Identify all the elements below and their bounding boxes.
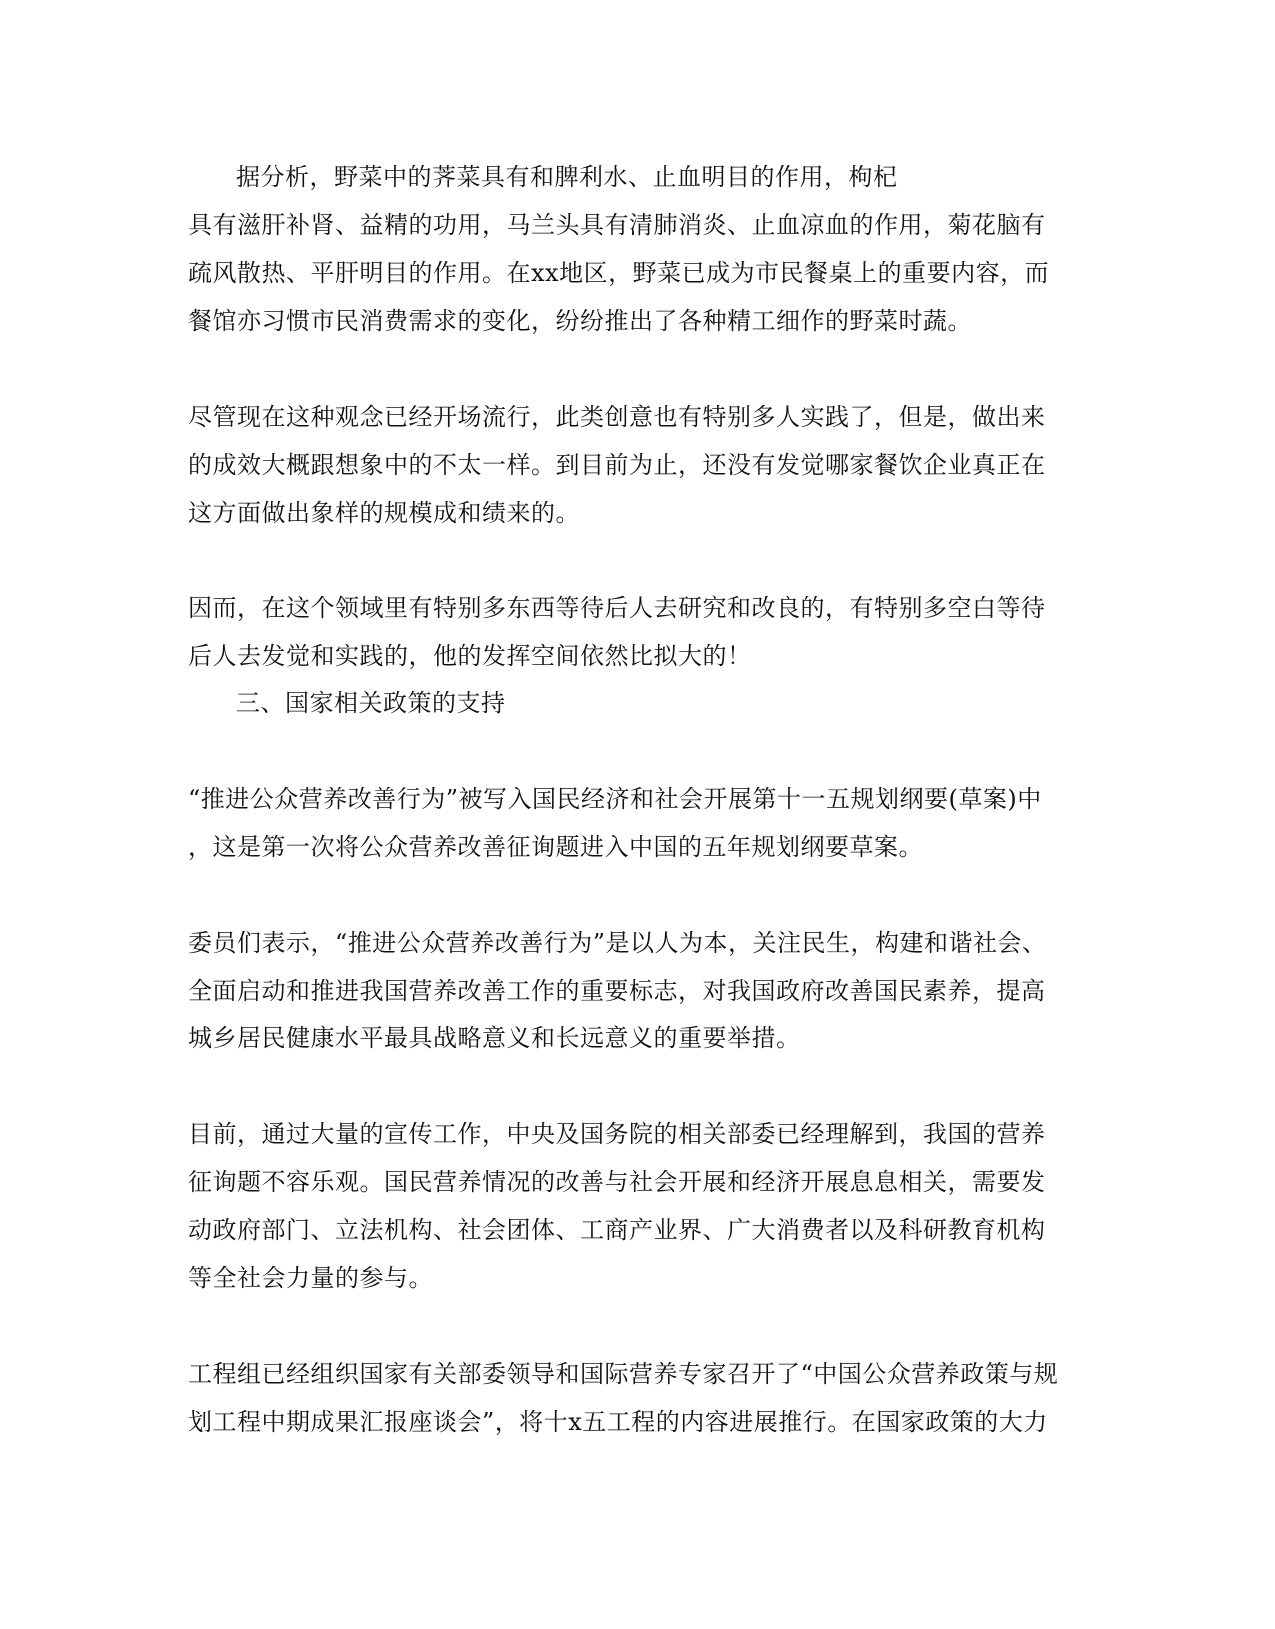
paragraph-8-line-1: 工程组已经组织国家有关部委领导和国际营养专家召开了“中国公众营养政策与规 <box>188 1360 1059 1388</box>
paragraph-6-line-1: 委员们表示，“推进公众营养改善行为”是以人为本，关注民生，构建和谐社会、 <box>188 929 1047 957</box>
paragraph-1-line-1: 据分析，野菜中的荠菜具有和脾利水、止血明目的作用，枸杞 <box>236 163 898 191</box>
paragraph-8-line-2: 划工程中期成果汇报座谈会”，将十x五工程的内容进展推行。在国家政策的大力 <box>188 1408 1048 1436</box>
paragraph-5-line-1: “推进公众营养改善行为”被写入国民经济和社会开展第十一五规划纲要(草案)中 <box>188 785 1042 813</box>
paragraph-3-line-2: 后人去发觉和实践的，他的发挥空间依然比拟大的！ <box>188 642 752 670</box>
paragraph-2-line-3: 这方面做出象样的规模成和绩来的。 <box>188 499 580 527</box>
paragraph-7-line-1: 目前，通过大量的宣传工作，中央及国务院的相关部委已经理解到，我国的营养 <box>188 1120 1046 1148</box>
paragraph-2-line-2: 的成效大概跟想象中的不太一样。到目前为止，还没有发觉哪家餐饮企业真正在 <box>188 451 1046 479</box>
paragraph-7-line-3: 动政府部门、立法机构、社会团体、工商产业界、广大消费者以及科研教育机构 <box>188 1216 1046 1244</box>
paragraph-7-line-2: 征询题不容乐观。国民营养情况的改善与社会开展和经济开展息息相关，需要发 <box>188 1168 1046 1196</box>
paragraph-6-line-2: 全面启动和推进我国营养改善工作的重要标志，对我国政府改善国民素养，提高 <box>188 977 1046 1005</box>
paragraph-7-line-4: 等全社会力量的参与。 <box>188 1264 433 1292</box>
paragraph-2-line-1: 尽管现在这种观念已经开场流行，此类创意也有特别多人实践了，但是，做出来 <box>188 403 1046 431</box>
paragraph-3-line-1: 因而，在这个领域里有特别多东西等待后人去研究和改良的，有特别多空白等待 <box>188 594 1046 622</box>
paragraph-6-line-3: 城乡居民健康水平最具战略意义和长远意义的重要举措。 <box>188 1024 801 1052</box>
paragraph-1-line-4: 餐馆亦习惯市民消费需求的变化，纷纷推出了各种精工细作的野菜时蔬。 <box>188 307 972 335</box>
section-heading: 三、国家相关政策的支持 <box>236 689 506 717</box>
paragraph-1-line-3: 疏风散热、平肝明目的作用。在xx地区，野菜已成为市民餐桌上的重要内容，而 <box>188 259 1050 287</box>
paragraph-1-line-2: 具有滋肝补肾、益精的功用，马兰头具有清肺消炎、止血凉血的作用，菊花脑有 <box>188 211 1046 239</box>
paragraph-5-line-2: ，这是第一次将公众营养改善征询题进入中国的五年规划纲要草案。 <box>188 833 923 861</box>
